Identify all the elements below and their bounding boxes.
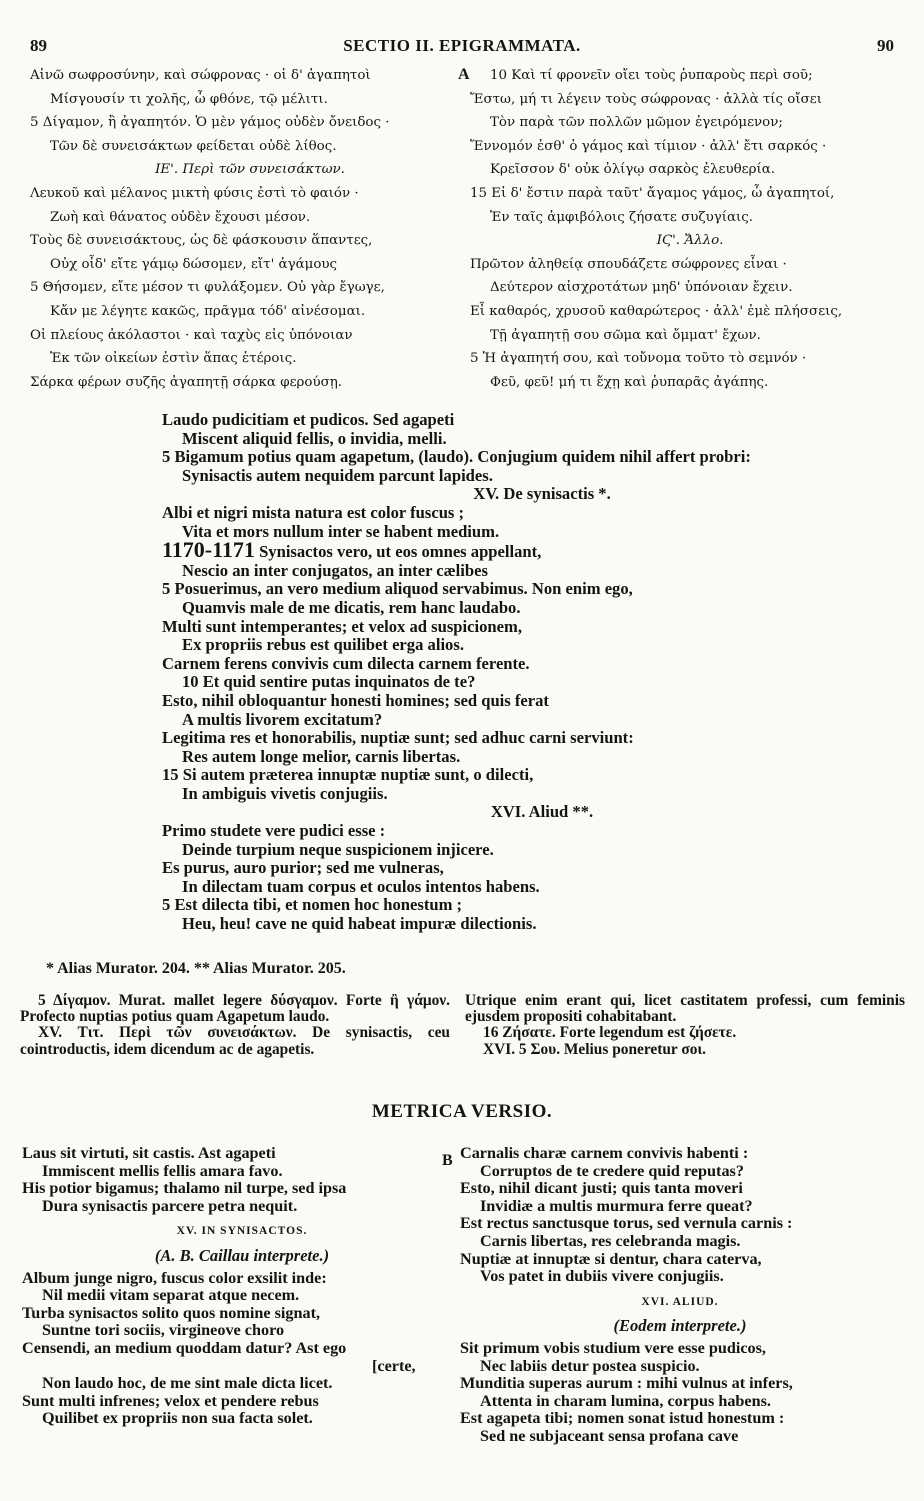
greek-line: Μίσγουσίν τι χολῆς, ὦ φθόνε, τῷ μέλιτι. bbox=[50, 91, 328, 107]
latin-line: Nescio an inter conjugatos, an inter cælibes bbox=[182, 560, 488, 580]
greek-line: Οἱ πλείους ἀκόλαστοι · καὶ ταχὺς εἰς ὑπόνοιαν bbox=[30, 327, 353, 343]
latin-line: Quamvis male de me dicatis, rem hanc laudabo. bbox=[182, 597, 521, 617]
verse-heading-xvi: XVI. ALIUD. bbox=[641, 1295, 719, 1308]
greek-line: 15 Εἰ δ' ἔστιν παρὰ ταῦτ' ἄγαμος γάμος, ὦ ἀγαπητοί, bbox=[470, 185, 835, 201]
verse-line: Corruptos de te credere quid reputas? bbox=[480, 1161, 744, 1180]
latin-line: Legitima res et honorabilis, nuptiæ sunt; sed adhuc carni serviunt: bbox=[162, 728, 634, 748]
latin-line: In ambiguis vivetis conjugiis. bbox=[182, 783, 388, 803]
latin-line: Synisactis autem nequidem parcunt lapides. bbox=[182, 465, 493, 485]
verse-line: Quilibet ex propriis non sua facta solet. bbox=[42, 1409, 313, 1428]
latin-line: In dilectam tuam corpus et oculos intentos habens. bbox=[182, 876, 540, 896]
metrica-column-left bbox=[22, 1145, 462, 1428]
verse-line: Esto, nihil dicant justi; quis tanta moveri bbox=[460, 1179, 743, 1198]
greek-column-right bbox=[470, 64, 910, 394]
running-header bbox=[30, 36, 894, 58]
margin-letter-a: A bbox=[458, 66, 470, 83]
greek-line: Ἐκ τῶν οἰκείων ἐστὶν ἅπας ἑτέροις. bbox=[50, 351, 297, 367]
verse-line-overflow: [certe, bbox=[372, 1356, 416, 1375]
page-title: SECTIO II. EPIGRAMMATA. bbox=[343, 36, 581, 55]
greek-line: 5 Ἡ ἀγαπητή σου, καὶ τοὔνομα τοῦτο τὸ σεμνόν · bbox=[470, 351, 807, 367]
greek-heading-xvi: ΙϚ'. Ἄλλο. bbox=[656, 233, 724, 249]
latin-line: Res autem longe melior, carnis libertas. bbox=[182, 746, 461, 766]
latin-line: 15 Si autem præterea innuptæ nuptiæ sunt, o dilecti, bbox=[162, 765, 534, 785]
latin-line: Synisactos vero, ut eos omnes appellant, bbox=[259, 542, 542, 562]
latin-line: Laudo pudicitiam et pudicos. Sed agapeti bbox=[162, 410, 455, 429]
greek-line: Λευκοῦ καὶ μέλανος μικτὴ φύσις ἐστὶ τὸ φαιόν · bbox=[30, 185, 359, 201]
greek-line: Αἰνῶ σωφροσύνην, καὶ σώφρονας · οἱ δ' ἀγαπητοὶ bbox=[30, 68, 371, 83]
page-number-left: 89 bbox=[30, 36, 47, 55]
verse-line: Carnis libertas, res celebranda magis. bbox=[480, 1231, 741, 1250]
verse-line: His potior bigamus; thalamo nil turpe, sed ipsa bbox=[22, 1179, 347, 1198]
margin-letter-b: B bbox=[442, 1152, 453, 1169]
latin-line: Heu, heu! cave ne quid habeat impuræ dilectionis. bbox=[182, 914, 537, 934]
greek-line: 10 Καὶ τί φρονεῖν οἴει τοὺς ῥυπαροὺς περὶ σοῦ; bbox=[490, 68, 813, 83]
latin-translation bbox=[162, 411, 882, 934]
latin-heading-xvi: XVI. Aliud **. bbox=[490, 802, 594, 822]
greek-line: Κρεῖσσον δ' οὐκ ὀλίγῳ σαρκὸς ἐλευθερία. bbox=[490, 162, 776, 178]
greek-line: Πρῶτον ἀληθείᾳ σπουδάζετε σώφρονες εἶναι · bbox=[470, 256, 787, 272]
page-number-right: 90 bbox=[877, 36, 894, 55]
verse-line: Suntne tori sociis, virgineove choro bbox=[42, 1321, 285, 1340]
footnote: Utrique enim erant qui, licet castitatem professi, cum feminis ejusdem propositi cohabitabant. bbox=[465, 992, 905, 1026]
alias-notes: * Alias Murator. 204. ** Alias Murator. 205. bbox=[46, 960, 346, 977]
latin-line: 5 Bigamum potius quam agapetum, (laudo). Conjugium quidem nihil affert probri: bbox=[162, 447, 751, 467]
greek-heading-xv: ΙΕ'. Περὶ τῶν συνεισάκτων. bbox=[155, 162, 345, 178]
metrica-column-right bbox=[460, 1145, 900, 1446]
footnote: 5 Δίγαμον. Murat. mallet legere δύσγαμον. Forte ἢ γάμον. Profecto nuptias potius quam Agapetum laudo. bbox=[20, 992, 450, 1026]
latin-line: Primo studete vere pudici esse : bbox=[162, 821, 386, 841]
greek-line: Ἐν ταῖς ἀμφιβόλοις ζήσατε συζυγίαις. bbox=[490, 209, 754, 225]
verse-line: Est rectus sanctusque torus, sed vernula carnis : bbox=[460, 1214, 793, 1233]
latin-line: Multi sunt intemperantes; et velox ad suspicionem, bbox=[162, 616, 522, 636]
verse-line: Nec labiis detur postea suspicio. bbox=[480, 1356, 700, 1375]
latin-line: Carnem ferens convivis cum dilecta carnem ferente. bbox=[162, 653, 530, 673]
greek-line: Εἶ καθαρός, χρυσοῦ καθαρώτερος · ἀλλ' ἐμὲ πλήσσεις, bbox=[470, 303, 843, 319]
verse-line: Turba synisactos solito quos nomine signat, bbox=[22, 1303, 321, 1322]
greek-line: Ζωὴ καὶ θάνατος οὐδὲν ἔχουσι μέσον. bbox=[50, 209, 311, 225]
verse-line: Vos patet in dubiis vivere conjugiis. bbox=[480, 1267, 724, 1286]
column-marker: 1170-1171 bbox=[162, 537, 255, 563]
verse-line: Non laudo hoc, de me sint male dicta licet. bbox=[42, 1374, 333, 1393]
greek-line: Ἔννομόν ἐσθ' ὁ γάμος καὶ τίμιον · ἀλλ' ἔτι σαρκός · bbox=[470, 138, 827, 154]
verse-line: Sed ne subjaceant sensa profana cave bbox=[480, 1426, 739, 1445]
footnote: 16 Ζήσατε. Forte legendum est ζήσετε. bbox=[483, 1024, 737, 1042]
greek-line: Ἔστω, μή τι λέγειν τοὺς σώφρονας · ἀλλὰ τίς οἴσει bbox=[470, 91, 822, 107]
verse-line: Immiscent mellis fellis amara favo. bbox=[42, 1161, 283, 1180]
verse-line: Invidiæ a multis murmura ferre queat? bbox=[480, 1196, 753, 1215]
greek-line: Οὐχ οἶδ' εἴτε γάμῳ δώσομεν, εἴτ' ἀγάμους bbox=[50, 256, 338, 272]
verse-line: Censendi, an medium quoddam datur? Ast ego bbox=[22, 1338, 347, 1357]
greek-line: Τῇ ἀγαπητῇ σου σῶμα καὶ ὄμματ' ἔχων. bbox=[490, 327, 761, 343]
latin-line-with-column-marker bbox=[162, 537, 882, 563]
footnotes-right bbox=[465, 993, 905, 1058]
greek-column-left bbox=[30, 64, 470, 394]
latin-line: 5 Posuerimus, an vero medium aliquod servabimus. Non enim ego, bbox=[162, 579, 633, 599]
latin-line: Esto, nihil obloquantur honesti homines; sed quis ferat bbox=[162, 690, 549, 710]
greek-line: Τὸν παρὰ τῶν πολλῶν μῶμον ἐγειρόμενον; bbox=[490, 115, 783, 131]
latin-line: Albi et nigri mista natura est color fuscus ; bbox=[162, 502, 465, 522]
interpreter-note: (Eodem interprete.) bbox=[613, 1316, 747, 1336]
latin-line: Deinde turpium neque suspicionem injicere. bbox=[182, 839, 494, 859]
greek-line: Κἄν με λέγητε κακῶς, πρᾶγμα τόδ' αἰνέσομαι. bbox=[50, 303, 366, 319]
verse-heading-xv: XV. IN SYNISACTOS. bbox=[176, 1225, 308, 1238]
verse-line: Sit primum vobis studium vere esse pudicos, bbox=[460, 1338, 766, 1357]
greek-line: Τοὺς δὲ συνεισάκτους, ὡς δὲ φάσκουσιν ἅπαντες, bbox=[30, 233, 373, 249]
verse-line: Sunt multi infrenes; velox et pendere rebus bbox=[22, 1391, 319, 1410]
latin-line: Ex propriis rebus est quilibet erga alios. bbox=[182, 635, 464, 655]
verse-line: Laus sit virtuti, sit castis. Ast agapeti bbox=[22, 1144, 276, 1162]
latin-line: 5 Est dilecta tibi, et nomen hoc honestum ; bbox=[162, 895, 463, 915]
greek-line: Φεῦ, φεῦ! μή τι ἔχῃ καὶ ῥυπαρᾶς ἀγάπης. bbox=[490, 374, 769, 390]
latin-line: A multis livorem excitatum? bbox=[182, 709, 383, 729]
verse-line: Munditia superas aurum : mihi vulnus at infers, bbox=[460, 1374, 793, 1393]
verse-line: Est agapeta tibi; nomen sonat istud honestum : bbox=[460, 1409, 785, 1428]
latin-line: Vita et mors nullum inter se habent medium. bbox=[182, 521, 500, 541]
footnote: XVI. 5 Σου. Melius poneretur σοι. bbox=[483, 1040, 707, 1058]
greek-line: Δεύτερον αἰσχροτάτων μηδ' ὑπόνοιαν ἔχειν. bbox=[490, 280, 793, 296]
footnote: XV. Tιτ. Περὶ τῶν συνεισάκτων. De synisactis, ceu cointroductis, idem dicendum ac de agapetis. bbox=[20, 1024, 450, 1058]
verse-line: Attenta in charam lumina, corpus habens. bbox=[480, 1391, 771, 1410]
verse-line: Nil medii vitam separat atque necem. bbox=[42, 1286, 300, 1305]
greek-line: 5 Θήσομεν, εἴτε μέσον τι φυλάξομεν. Οὐ γὰρ ἔγωγε, bbox=[30, 280, 385, 296]
verse-line: Album junge nigro, fuscus color exsilit inde: bbox=[22, 1268, 327, 1287]
latin-line: 10 Et quid sentire putas inquinatos de te? bbox=[182, 672, 476, 692]
verse-line: Dura synisactis parcere petra nequit. bbox=[42, 1196, 298, 1215]
latin-line: Es purus, auro purior; sed me vulneras, bbox=[162, 858, 444, 878]
greek-line: Σάρκα φέρων συζῆς ἀγαπητῇ σάρκα φερούσῃ. bbox=[30, 374, 342, 390]
section-title-metrica: METRICA VERSIO. bbox=[371, 1101, 553, 1122]
verse-line: Carnalis charæ carnem convivis habenti : bbox=[460, 1144, 749, 1162]
interpreter-note: (A. B. Caillau interprete.) bbox=[154, 1245, 330, 1265]
latin-line: Miscent aliquid fellis, o invidia, melli. bbox=[182, 428, 447, 448]
greek-line: 5 Δίγαμον, ἢ ἀγαπητόν. Ὁ μὲν γάμος οὐδὲν ὄνειδος · bbox=[30, 115, 390, 131]
footnotes-left bbox=[20, 993, 450, 1058]
verse-line: Nuptiæ at innuptæ si dentur, chara caterva, bbox=[460, 1249, 762, 1268]
latin-heading-xv: XV. De synisactis *. bbox=[473, 484, 611, 504]
greek-line: Τῶν δὲ συνεισάκτων φείδεται οὐδὲ λίθος. bbox=[50, 138, 337, 154]
